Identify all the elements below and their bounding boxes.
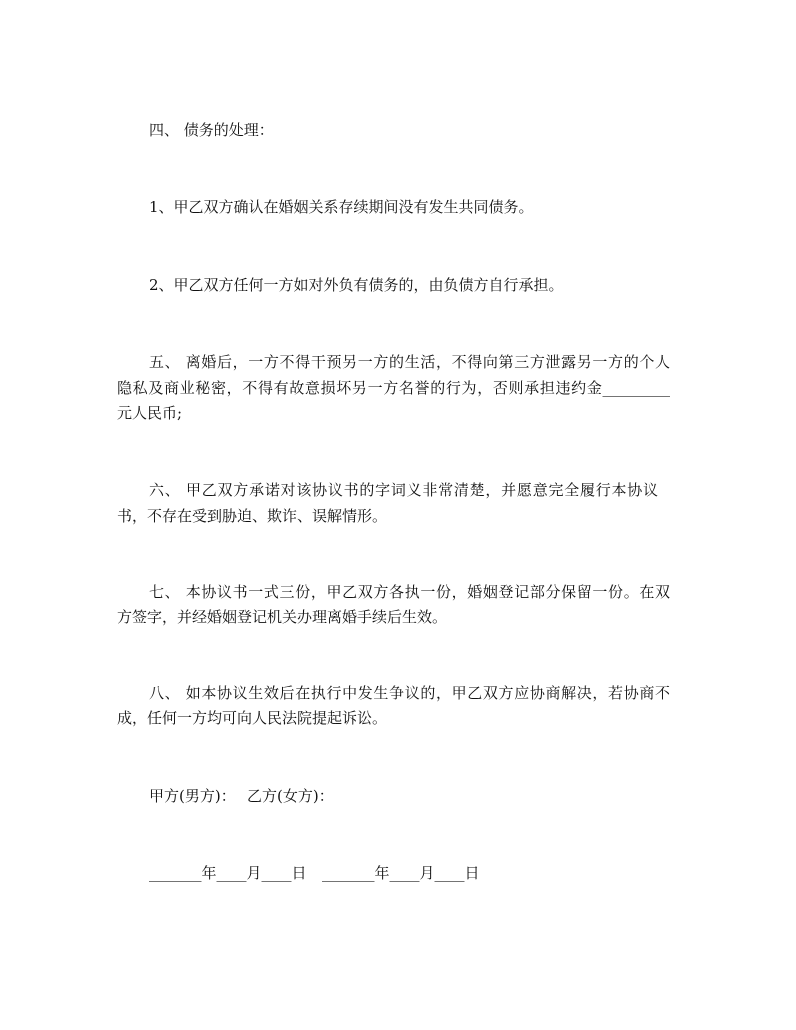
party-a-signature-label: 甲方(男方)： [149, 787, 236, 805]
clause-7-line-1: 七、 本协议书一式三份，甲乙双方各执一份，婚姻登记部分保留一份。在双 [149, 583, 670, 601]
debt-item-2: 2、甲乙双方任何一方如对外负有债务的，由负债方自行承担。 [149, 276, 564, 294]
party-b-date-field: _______年____月____日 [322, 864, 480, 882]
debt-item-1: 1、甲乙双方确认在婚姻关系存续期间没有发生共同债务。 [149, 198, 534, 216]
party-b-signature-label: 乙方(女方)： [247, 787, 334, 805]
clause-6-line-2: 书，不存在受到胁迫、欺诈、误解情形。 [117, 507, 388, 525]
party-a-date-field: _______年____月____日 [149, 864, 307, 882]
clause-7-line-2: 方签字，并经婚姻登记机关办理离婚手续后生效。 [117, 608, 448, 626]
clause-8-line-1: 八、 如本协议生效后在执行中发生争议的，甲乙双方应协商解决，若协商不 [149, 684, 670, 702]
clause-5-line-1: 五、 离婚后，一方不得干预另一方的生活，不得向第三方泄露另一方的个人 [149, 353, 670, 371]
debt-section-heading: 四、 债务的处理： [149, 121, 274, 139]
clause-5-line-3: 元人民币; [117, 404, 183, 422]
clause-6-line-1: 六、 甲乙双方承诺对该协议书的字词义非常清楚，并愿意完全履行本协议 [149, 481, 658, 499]
clause-5-line-2: 隐私及商业秘密，不得有故意损坏另一方名誉的行为，否则承担违约金_________ [117, 379, 670, 397]
clause-8-line-2: 成，任何一方均可向人民法院提起诉讼。 [117, 709, 388, 727]
